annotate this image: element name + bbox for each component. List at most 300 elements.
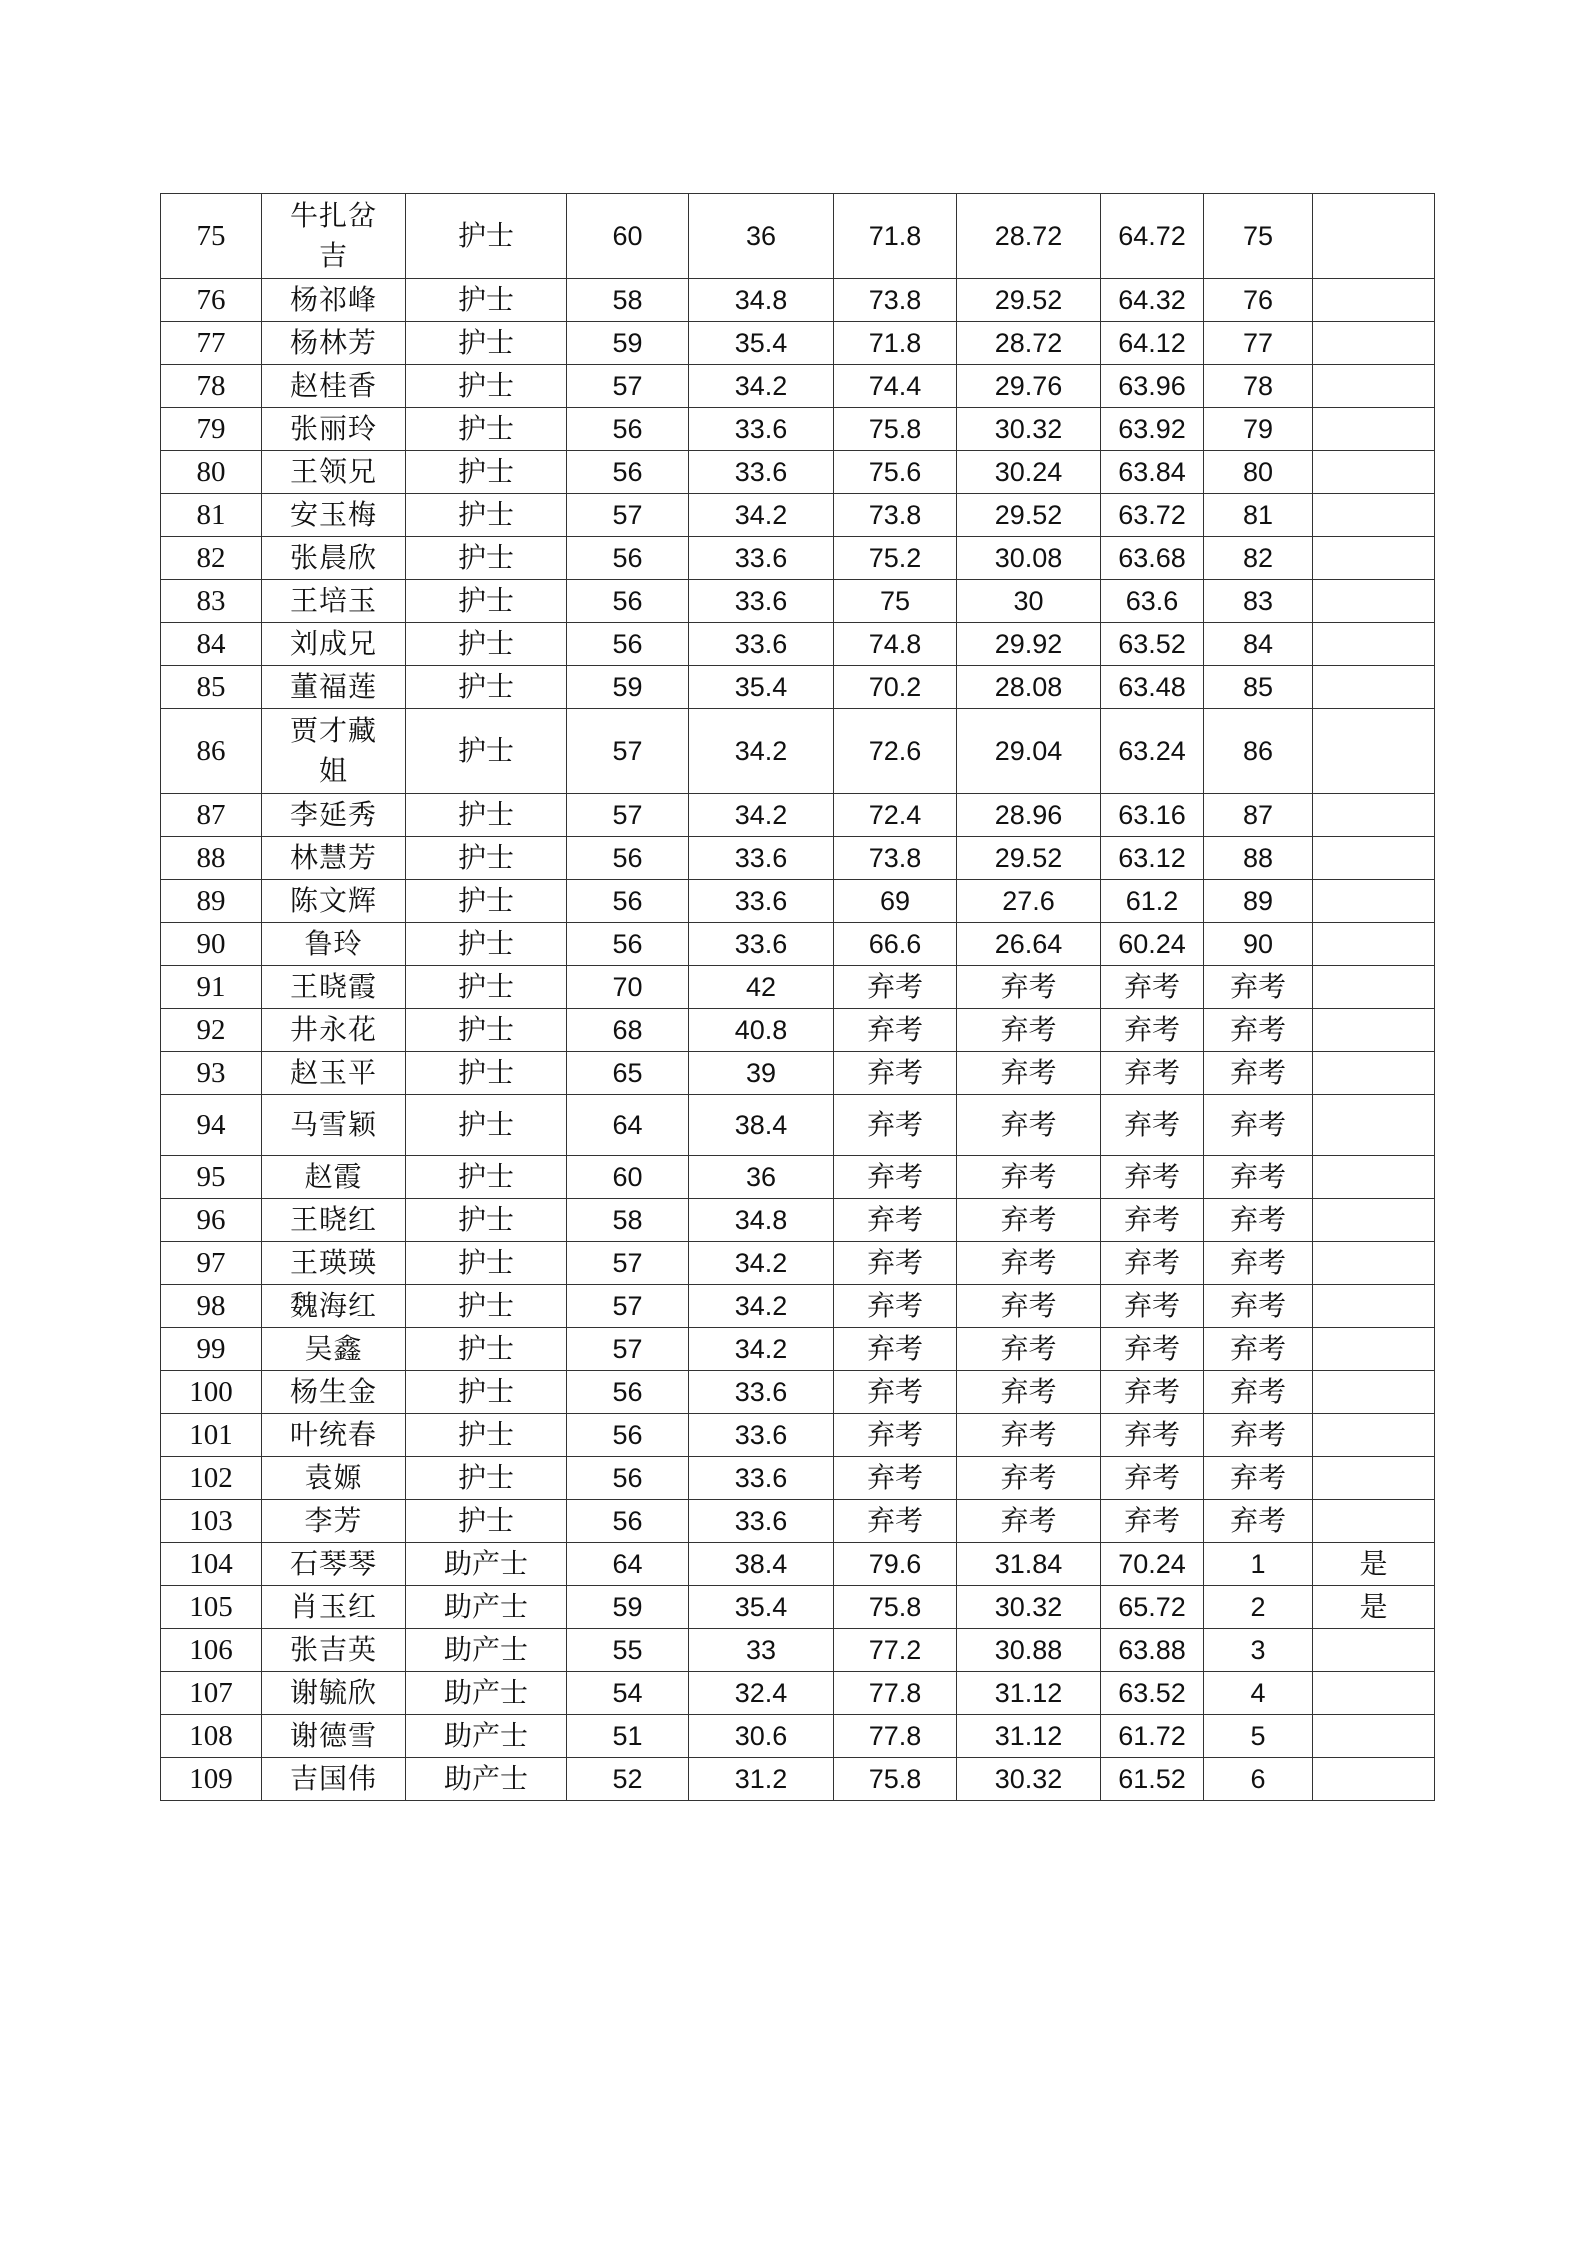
selected-cell bbox=[1313, 923, 1435, 966]
name-cell: 李芳 bbox=[262, 1500, 406, 1543]
total-score-cell: 61.52 bbox=[1101, 1758, 1204, 1801]
total-score-cell: 63.12 bbox=[1101, 837, 1204, 880]
position-cell: 护士 bbox=[406, 709, 567, 794]
selected-cell bbox=[1313, 666, 1435, 709]
total-score-cell: 63.52 bbox=[1101, 1672, 1204, 1715]
rank-cell: 79 bbox=[1204, 408, 1313, 451]
selected-cell bbox=[1313, 194, 1435, 279]
written-weighted-cell: 34.2 bbox=[689, 494, 834, 537]
total-score-cell: 弃考 bbox=[1101, 1414, 1204, 1457]
seq-cell: 80 bbox=[161, 451, 262, 494]
interview-score-cell: 77.8 bbox=[834, 1715, 957, 1758]
written-score-cell: 70 bbox=[567, 966, 689, 1009]
total-score-cell: 60.24 bbox=[1101, 923, 1204, 966]
written-score-cell: 55 bbox=[567, 1629, 689, 1672]
interview-weighted-cell: 26.64 bbox=[957, 923, 1101, 966]
name-cell: 杨祁峰 bbox=[262, 279, 406, 322]
position-cell: 护士 bbox=[406, 194, 567, 279]
name-cell: 陈文辉 bbox=[262, 880, 406, 923]
table-row bbox=[161, 666, 1435, 709]
written-score-cell: 54 bbox=[567, 1672, 689, 1715]
seq-cell: 96 bbox=[161, 1199, 262, 1242]
name-cell: 王晓霞 bbox=[262, 966, 406, 1009]
written-score-cell: 52 bbox=[567, 1758, 689, 1801]
table-row bbox=[161, 1414, 1435, 1457]
seq-cell: 98 bbox=[161, 1285, 262, 1328]
total-score-cell: 61.2 bbox=[1101, 880, 1204, 923]
table-row bbox=[161, 451, 1435, 494]
written-weighted-cell: 33.6 bbox=[689, 1500, 834, 1543]
rank-cell: 1 bbox=[1204, 1543, 1313, 1586]
written-weighted-cell: 33.6 bbox=[689, 408, 834, 451]
position-cell: 护士 bbox=[406, 837, 567, 880]
interview-score-cell: 72.4 bbox=[834, 794, 957, 837]
written-score-cell: 57 bbox=[567, 794, 689, 837]
rank-cell: 弃考 bbox=[1204, 1052, 1313, 1095]
seq-cell: 97 bbox=[161, 1242, 262, 1285]
name-cell: 王晓红 bbox=[262, 1199, 406, 1242]
position-cell: 护士 bbox=[406, 1009, 567, 1052]
total-score-cell: 弃考 bbox=[1101, 1156, 1204, 1199]
rank-cell: 85 bbox=[1204, 666, 1313, 709]
written-score-cell: 56 bbox=[567, 1371, 689, 1414]
written-score-cell: 59 bbox=[567, 666, 689, 709]
selected-cell bbox=[1313, 1095, 1435, 1156]
seq-cell: 103 bbox=[161, 1500, 262, 1543]
selected-cell bbox=[1313, 451, 1435, 494]
written-score-cell: 57 bbox=[567, 709, 689, 794]
position-cell: 护士 bbox=[406, 1285, 567, 1328]
seq-cell: 82 bbox=[161, 537, 262, 580]
written-score-cell: 65 bbox=[567, 1052, 689, 1095]
interview-score-cell: 70.2 bbox=[834, 666, 957, 709]
seq-cell: 93 bbox=[161, 1052, 262, 1095]
position-cell: 护士 bbox=[406, 451, 567, 494]
position-cell: 护士 bbox=[406, 1414, 567, 1457]
interview-weighted-cell: 弃考 bbox=[957, 1242, 1101, 1285]
seq-cell: 79 bbox=[161, 408, 262, 451]
selected-cell bbox=[1313, 1629, 1435, 1672]
rank-cell: 弃考 bbox=[1204, 1285, 1313, 1328]
name-cell: 赵霞 bbox=[262, 1156, 406, 1199]
written-score-cell: 57 bbox=[567, 1285, 689, 1328]
total-score-cell: 弃考 bbox=[1101, 1052, 1204, 1095]
interview-weighted-cell: 弃考 bbox=[957, 1052, 1101, 1095]
total-score-cell: 63.92 bbox=[1101, 408, 1204, 451]
selected-cell bbox=[1313, 279, 1435, 322]
total-score-cell: 63.6 bbox=[1101, 580, 1204, 623]
written-weighted-cell: 32.4 bbox=[689, 1672, 834, 1715]
selected-cell bbox=[1313, 1457, 1435, 1500]
interview-weighted-cell: 31.84 bbox=[957, 1543, 1101, 1586]
written-score-cell: 58 bbox=[567, 279, 689, 322]
written-score-cell: 57 bbox=[567, 1328, 689, 1371]
interview-score-cell: 75.8 bbox=[834, 408, 957, 451]
position-cell: 护士 bbox=[406, 1095, 567, 1156]
rank-cell: 2 bbox=[1204, 1586, 1313, 1629]
total-score-cell: 弃考 bbox=[1101, 1457, 1204, 1500]
interview-weighted-cell: 弃考 bbox=[957, 1285, 1101, 1328]
interview-score-cell: 75 bbox=[834, 580, 957, 623]
seq-cell: 91 bbox=[161, 966, 262, 1009]
interview-weighted-cell: 30.32 bbox=[957, 1586, 1101, 1629]
name-cell: 王瑛瑛 bbox=[262, 1242, 406, 1285]
table-row bbox=[161, 494, 1435, 537]
table-row bbox=[161, 1758, 1435, 1801]
total-score-cell: 63.96 bbox=[1101, 365, 1204, 408]
selected-cell bbox=[1313, 1758, 1435, 1801]
table-row bbox=[161, 322, 1435, 365]
rank-cell: 84 bbox=[1204, 623, 1313, 666]
table-row bbox=[161, 1199, 1435, 1242]
written-score-cell: 56 bbox=[567, 537, 689, 580]
rank-cell: 弃考 bbox=[1204, 1500, 1313, 1543]
table-row bbox=[161, 1543, 1435, 1586]
position-cell: 助产士 bbox=[406, 1543, 567, 1586]
interview-weighted-cell: 31.12 bbox=[957, 1715, 1101, 1758]
interview-weighted-cell: 弃考 bbox=[957, 1009, 1101, 1052]
total-score-cell: 63.52 bbox=[1101, 623, 1204, 666]
name-cell: 张晨欣 bbox=[262, 537, 406, 580]
rank-cell: 弃考 bbox=[1204, 1414, 1313, 1457]
interview-weighted-cell: 29.92 bbox=[957, 623, 1101, 666]
name-cell: 王培玉 bbox=[262, 580, 406, 623]
rank-cell: 82 bbox=[1204, 537, 1313, 580]
rank-cell: 4 bbox=[1204, 1672, 1313, 1715]
seq-cell: 85 bbox=[161, 666, 262, 709]
selected-cell bbox=[1313, 580, 1435, 623]
position-cell: 护士 bbox=[406, 1199, 567, 1242]
written-score-cell: 51 bbox=[567, 1715, 689, 1758]
rank-cell: 88 bbox=[1204, 837, 1313, 880]
selected-cell bbox=[1313, 1328, 1435, 1371]
selected-cell bbox=[1313, 880, 1435, 923]
seq-cell: 75 bbox=[161, 194, 262, 279]
written-weighted-cell: 33.6 bbox=[689, 623, 834, 666]
written-weighted-cell: 34.2 bbox=[689, 709, 834, 794]
selected-cell bbox=[1313, 1156, 1435, 1199]
name-cell: 牛扎岔 吉 bbox=[262, 194, 406, 279]
rank-cell: 弃考 bbox=[1204, 1009, 1313, 1052]
total-score-cell: 弃考 bbox=[1101, 1371, 1204, 1414]
seq-cell: 106 bbox=[161, 1629, 262, 1672]
written-weighted-cell: 35.4 bbox=[689, 322, 834, 365]
interview-weighted-cell: 弃考 bbox=[957, 1199, 1101, 1242]
seq-cell: 108 bbox=[161, 1715, 262, 1758]
total-score-cell: 64.72 bbox=[1101, 194, 1204, 279]
table-row bbox=[161, 1672, 1435, 1715]
interview-weighted-cell: 弃考 bbox=[957, 1156, 1101, 1199]
interview-score-cell: 73.8 bbox=[834, 837, 957, 880]
seq-cell: 94 bbox=[161, 1095, 262, 1156]
position-cell: 护士 bbox=[406, 923, 567, 966]
interview-score-cell: 弃考 bbox=[834, 1242, 957, 1285]
interview-score-cell: 73.8 bbox=[834, 494, 957, 537]
written-weighted-cell: 34.2 bbox=[689, 1328, 834, 1371]
position-cell: 护士 bbox=[406, 623, 567, 666]
position-cell: 助产士 bbox=[406, 1715, 567, 1758]
name-cell: 赵玉平 bbox=[262, 1052, 406, 1095]
written-score-cell: 58 bbox=[567, 1199, 689, 1242]
total-score-cell: 63.48 bbox=[1101, 666, 1204, 709]
table-row bbox=[161, 1586, 1435, 1629]
interview-score-cell: 弃考 bbox=[834, 1052, 957, 1095]
interview-score-cell: 69 bbox=[834, 880, 957, 923]
table-row bbox=[161, 709, 1435, 794]
seq-cell: 95 bbox=[161, 1156, 262, 1199]
rank-cell: 5 bbox=[1204, 1715, 1313, 1758]
interview-weighted-cell: 弃考 bbox=[957, 1095, 1101, 1156]
rank-cell: 86 bbox=[1204, 709, 1313, 794]
written-weighted-cell: 40.8 bbox=[689, 1009, 834, 1052]
total-score-cell: 弃考 bbox=[1101, 1009, 1204, 1052]
table-row bbox=[161, 1371, 1435, 1414]
rank-cell: 75 bbox=[1204, 194, 1313, 279]
interview-weighted-cell: 弃考 bbox=[957, 1328, 1101, 1371]
selected-cell bbox=[1313, 1242, 1435, 1285]
seq-cell: 84 bbox=[161, 623, 262, 666]
table-row bbox=[161, 880, 1435, 923]
written-weighted-cell: 35.4 bbox=[689, 1586, 834, 1629]
table-row bbox=[161, 194, 1435, 279]
rank-cell: 81 bbox=[1204, 494, 1313, 537]
interview-weighted-cell: 弃考 bbox=[957, 1457, 1101, 1500]
interview-weighted-cell: 弃考 bbox=[957, 1500, 1101, 1543]
written-score-cell: 56 bbox=[567, 451, 689, 494]
written-weighted-cell: 35.4 bbox=[689, 666, 834, 709]
seq-cell: 78 bbox=[161, 365, 262, 408]
interview-score-cell: 弃考 bbox=[834, 1156, 957, 1199]
written-weighted-cell: 33.6 bbox=[689, 1371, 834, 1414]
position-cell: 助产士 bbox=[406, 1629, 567, 1672]
selected-cell bbox=[1313, 837, 1435, 880]
interview-weighted-cell: 30.08 bbox=[957, 537, 1101, 580]
written-weighted-cell: 38.4 bbox=[689, 1095, 834, 1156]
interview-score-cell: 75.6 bbox=[834, 451, 957, 494]
written-weighted-cell: 31.2 bbox=[689, 1758, 834, 1801]
total-score-cell: 弃考 bbox=[1101, 1285, 1204, 1328]
rank-cell: 83 bbox=[1204, 580, 1313, 623]
selected-cell bbox=[1313, 1672, 1435, 1715]
interview-score-cell: 弃考 bbox=[834, 1457, 957, 1500]
seq-cell: 86 bbox=[161, 709, 262, 794]
position-cell: 护士 bbox=[406, 494, 567, 537]
score-table bbox=[160, 193, 1435, 1801]
written-score-cell: 56 bbox=[567, 1500, 689, 1543]
interview-score-cell: 弃考 bbox=[834, 1009, 957, 1052]
selected-cell bbox=[1313, 1199, 1435, 1242]
interview-score-cell: 77.2 bbox=[834, 1629, 957, 1672]
written-weighted-cell: 33.6 bbox=[689, 580, 834, 623]
table-row bbox=[161, 365, 1435, 408]
interview-score-cell: 73.8 bbox=[834, 279, 957, 322]
interview-score-cell: 74.4 bbox=[834, 365, 957, 408]
name-cell: 吴鑫 bbox=[262, 1328, 406, 1371]
name-cell: 袁嫄 bbox=[262, 1457, 406, 1500]
written-weighted-cell: 42 bbox=[689, 966, 834, 1009]
table-row bbox=[161, 580, 1435, 623]
rank-cell: 3 bbox=[1204, 1629, 1313, 1672]
rank-cell: 弃考 bbox=[1204, 1328, 1313, 1371]
rank-cell: 弃考 bbox=[1204, 966, 1313, 1009]
selected-cell bbox=[1313, 966, 1435, 1009]
interview-score-cell: 弃考 bbox=[834, 1285, 957, 1328]
table-row bbox=[161, 1009, 1435, 1052]
interview-weighted-cell: 28.96 bbox=[957, 794, 1101, 837]
total-score-cell: 65.72 bbox=[1101, 1586, 1204, 1629]
selected-cell bbox=[1313, 537, 1435, 580]
written-score-cell: 59 bbox=[567, 322, 689, 365]
interview-score-cell: 75.8 bbox=[834, 1586, 957, 1629]
position-cell: 护士 bbox=[406, 365, 567, 408]
selected-cell bbox=[1313, 1414, 1435, 1457]
position-cell: 护士 bbox=[406, 1052, 567, 1095]
interview-weighted-cell: 29.04 bbox=[957, 709, 1101, 794]
selected-cell bbox=[1313, 623, 1435, 666]
written-weighted-cell: 34.8 bbox=[689, 279, 834, 322]
interview-weighted-cell: 30.88 bbox=[957, 1629, 1101, 1672]
interview-weighted-cell: 30.24 bbox=[957, 451, 1101, 494]
total-score-cell: 63.84 bbox=[1101, 451, 1204, 494]
written-weighted-cell: 30.6 bbox=[689, 1715, 834, 1758]
total-score-cell: 弃考 bbox=[1101, 1199, 1204, 1242]
position-cell: 护士 bbox=[406, 666, 567, 709]
interview-score-cell: 75.8 bbox=[834, 1758, 957, 1801]
name-cell: 石琴琴 bbox=[262, 1543, 406, 1586]
written-weighted-cell: 36 bbox=[689, 194, 834, 279]
position-cell: 护士 bbox=[406, 1457, 567, 1500]
selected-cell bbox=[1313, 794, 1435, 837]
table-row bbox=[161, 1715, 1435, 1758]
interview-weighted-cell: 29.52 bbox=[957, 279, 1101, 322]
written-score-cell: 59 bbox=[567, 1586, 689, 1629]
position-cell: 护士 bbox=[406, 794, 567, 837]
name-cell: 张丽玲 bbox=[262, 408, 406, 451]
position-cell: 护士 bbox=[406, 1500, 567, 1543]
selected-cell: 是 bbox=[1313, 1543, 1435, 1586]
selected-cell bbox=[1313, 1052, 1435, 1095]
written-weighted-cell: 36 bbox=[689, 1156, 834, 1199]
position-cell: 护士 bbox=[406, 580, 567, 623]
interview-weighted-cell: 28.72 bbox=[957, 322, 1101, 365]
interview-weighted-cell: 31.12 bbox=[957, 1672, 1101, 1715]
written-score-cell: 64 bbox=[567, 1095, 689, 1156]
seq-cell: 92 bbox=[161, 1009, 262, 1052]
rank-cell: 78 bbox=[1204, 365, 1313, 408]
rank-cell: 87 bbox=[1204, 794, 1313, 837]
written-weighted-cell: 39 bbox=[689, 1052, 834, 1095]
rank-cell: 弃考 bbox=[1204, 1371, 1313, 1414]
table-row bbox=[161, 1328, 1435, 1371]
table-row bbox=[161, 408, 1435, 451]
seq-cell: 105 bbox=[161, 1586, 262, 1629]
written-weighted-cell: 34.2 bbox=[689, 794, 834, 837]
table-row bbox=[161, 1500, 1435, 1543]
interview-score-cell: 弃考 bbox=[834, 1371, 957, 1414]
position-cell: 护士 bbox=[406, 880, 567, 923]
written-score-cell: 57 bbox=[567, 494, 689, 537]
position-cell: 护士 bbox=[406, 322, 567, 365]
selected-cell bbox=[1313, 709, 1435, 794]
seq-cell: 87 bbox=[161, 794, 262, 837]
written-score-cell: 68 bbox=[567, 1009, 689, 1052]
written-weighted-cell: 33.6 bbox=[689, 837, 834, 880]
interview-weighted-cell: 30 bbox=[957, 580, 1101, 623]
written-score-cell: 56 bbox=[567, 580, 689, 623]
written-score-cell: 56 bbox=[567, 837, 689, 880]
table-row bbox=[161, 1095, 1435, 1156]
name-cell: 贾才藏 姐 bbox=[262, 709, 406, 794]
name-cell: 赵桂香 bbox=[262, 365, 406, 408]
selected-cell bbox=[1313, 365, 1435, 408]
table-row bbox=[161, 623, 1435, 666]
name-cell: 杨林芳 bbox=[262, 322, 406, 365]
written-weighted-cell: 38.4 bbox=[689, 1543, 834, 1586]
seq-cell: 104 bbox=[161, 1543, 262, 1586]
table-row bbox=[161, 1156, 1435, 1199]
selected-cell bbox=[1313, 1715, 1435, 1758]
rank-cell: 弃考 bbox=[1204, 1242, 1313, 1285]
interview-score-cell: 72.6 bbox=[834, 709, 957, 794]
position-cell: 护士 bbox=[406, 537, 567, 580]
total-score-cell: 61.72 bbox=[1101, 1715, 1204, 1758]
seq-cell: 107 bbox=[161, 1672, 262, 1715]
rank-cell: 弃考 bbox=[1204, 1156, 1313, 1199]
interview-weighted-cell: 28.08 bbox=[957, 666, 1101, 709]
written-weighted-cell: 33.6 bbox=[689, 537, 834, 580]
written-score-cell: 56 bbox=[567, 923, 689, 966]
interview-score-cell: 弃考 bbox=[834, 1328, 957, 1371]
interview-score-cell: 71.8 bbox=[834, 322, 957, 365]
selected-cell: 是 bbox=[1313, 1586, 1435, 1629]
rank-cell: 80 bbox=[1204, 451, 1313, 494]
seq-cell: 76 bbox=[161, 279, 262, 322]
total-score-cell: 弃考 bbox=[1101, 1242, 1204, 1285]
written-weighted-cell: 33.6 bbox=[689, 451, 834, 494]
position-cell: 护士 bbox=[406, 1242, 567, 1285]
written-score-cell: 56 bbox=[567, 880, 689, 923]
written-weighted-cell: 33.6 bbox=[689, 1414, 834, 1457]
interview-score-cell: 弃考 bbox=[834, 1199, 957, 1242]
position-cell: 护士 bbox=[406, 1328, 567, 1371]
interview-score-cell: 弃考 bbox=[834, 966, 957, 1009]
rank-cell: 76 bbox=[1204, 279, 1313, 322]
name-cell: 刘成兄 bbox=[262, 623, 406, 666]
seq-cell: 90 bbox=[161, 923, 262, 966]
written-score-cell: 60 bbox=[567, 1156, 689, 1199]
rank-cell: 89 bbox=[1204, 880, 1313, 923]
written-score-cell: 56 bbox=[567, 623, 689, 666]
seq-cell: 81 bbox=[161, 494, 262, 537]
name-cell: 林慧芳 bbox=[262, 837, 406, 880]
table-row bbox=[161, 1457, 1435, 1500]
name-cell: 杨生金 bbox=[262, 1371, 406, 1414]
selected-cell bbox=[1313, 1500, 1435, 1543]
total-score-cell: 64.12 bbox=[1101, 322, 1204, 365]
table-row bbox=[161, 1285, 1435, 1328]
table-row bbox=[161, 537, 1435, 580]
seq-cell: 88 bbox=[161, 837, 262, 880]
total-score-cell: 弃考 bbox=[1101, 1095, 1204, 1156]
name-cell: 谢毓欣 bbox=[262, 1672, 406, 1715]
written-score-cell: 64 bbox=[567, 1543, 689, 1586]
rank-cell: 6 bbox=[1204, 1758, 1313, 1801]
table-row bbox=[161, 794, 1435, 837]
position-cell: 助产士 bbox=[406, 1672, 567, 1715]
name-cell: 李延秀 bbox=[262, 794, 406, 837]
name-cell: 董福莲 bbox=[262, 666, 406, 709]
name-cell: 叶统春 bbox=[262, 1414, 406, 1457]
